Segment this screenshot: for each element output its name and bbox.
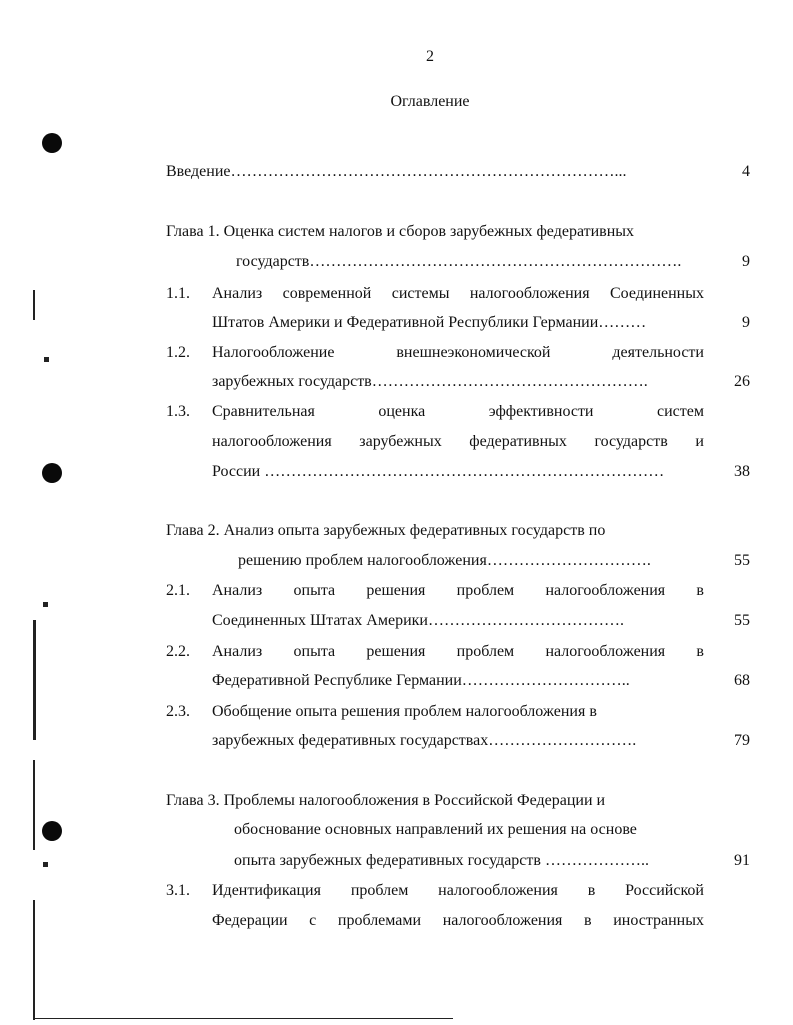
toc-page-number: 9 bbox=[742, 314, 750, 331]
toc-section-number: 2.2. bbox=[166, 643, 190, 660]
toc-section-1-3-cont: налогообложения зарубежных федеративных государств и bbox=[212, 433, 704, 450]
binding-line bbox=[33, 290, 35, 320]
toc-page-number: 38 bbox=[734, 463, 750, 480]
binding-line bbox=[33, 1018, 453, 1019]
toc-section-2-2-cont: Федеративной Республике Германии………………………….. bbox=[212, 672, 630, 689]
toc-section-1-1-cont: Штатов Америки и Федеративной Республики Германии……… bbox=[212, 314, 647, 331]
toc-section-2-1: Анализ опыта решения проблем налогообложения в bbox=[212, 582, 704, 599]
toc-chapter-1: Глава 1. Оценка систем налогов и сборов зарубежных федеративных bbox=[166, 223, 635, 240]
toc-section-1-2: Налогообложение внешнеэкономической деятельности bbox=[212, 344, 704, 361]
toc-page-number: 68 bbox=[734, 672, 750, 689]
toc-chapter-3: Глава 3. Проблемы налогообложения в Российской Федерации и bbox=[166, 792, 606, 809]
toc-chapter-1-cont: государств……………………………………………………………. bbox=[236, 253, 682, 270]
toc-section-number: 2.3. bbox=[166, 703, 190, 720]
binding-line bbox=[33, 620, 36, 740]
toc-section-2-1-cont: Соединенных Штатах Америки………………………………. bbox=[212, 612, 624, 629]
toc-page-number: 26 bbox=[734, 373, 750, 390]
toc-page-number: 9 bbox=[742, 253, 750, 270]
toc-section-1-2-cont: зарубежных государств……………………………………………. bbox=[212, 373, 648, 390]
speck bbox=[43, 602, 48, 607]
page-number: 2 bbox=[426, 48, 434, 65]
toc-section-2-2: Анализ опыта решения проблем налогообложения в bbox=[212, 643, 704, 660]
toc-chapter-3-cont: обоснование основных направлений их решения на основе bbox=[234, 821, 637, 838]
toc-chapter-2: Глава 2. Анализ опыта зарубежных федеративных государств по bbox=[166, 522, 606, 539]
speck bbox=[44, 357, 49, 362]
toc-section-2-3: Обобщение опыта решения проблем налогообложения в bbox=[212, 703, 597, 720]
toc-section-3-1-cont: Федерации с проблемами налогообложения в иностранных bbox=[212, 912, 704, 929]
punch-hole bbox=[42, 133, 62, 153]
binding-line bbox=[33, 760, 35, 850]
punch-hole bbox=[42, 821, 62, 841]
toc-chapter-2-cont: решению проблем налогообложения…………………………. bbox=[238, 552, 651, 569]
toc-page-number: 4 bbox=[742, 163, 750, 180]
toc-intro: Введение………………………………………………………………... bbox=[166, 163, 627, 180]
toc-section-number: 2.1. bbox=[166, 582, 190, 599]
toc-page-number: 55 bbox=[734, 612, 750, 629]
toc-section-3-1: Идентификация проблем налогообложения в Российской bbox=[212, 882, 704, 899]
toc-section-2-3-cont: зарубежных федеративных государствах………………………. bbox=[212, 732, 637, 749]
toc-page-number: 55 bbox=[734, 552, 750, 569]
toc-page-number: 91 bbox=[734, 852, 750, 869]
toc-page-number: 79 bbox=[734, 732, 750, 749]
toc-section-1-1: Анализ современной системы налогообложения Соединенных bbox=[212, 285, 704, 302]
speck bbox=[43, 862, 48, 867]
toc-chapter-3-cont2: опыта зарубежных федеративных государств ……………….. bbox=[234, 852, 649, 869]
toc-section-number: 1.3. bbox=[166, 403, 190, 420]
toc-section-number: 3.1. bbox=[166, 882, 190, 899]
punch-hole bbox=[42, 463, 62, 483]
toc-section-1-3: Сравнительная оценка эффективности систем bbox=[212, 403, 704, 420]
toc-section-number: 1.2. bbox=[166, 344, 190, 361]
toc-section-1-3-cont2: России ………………………………………………………………… bbox=[212, 463, 665, 480]
toc-section-number: 1.1. bbox=[166, 285, 190, 302]
binding-line bbox=[33, 900, 35, 1020]
toc-title: Оглавление bbox=[390, 93, 470, 110]
